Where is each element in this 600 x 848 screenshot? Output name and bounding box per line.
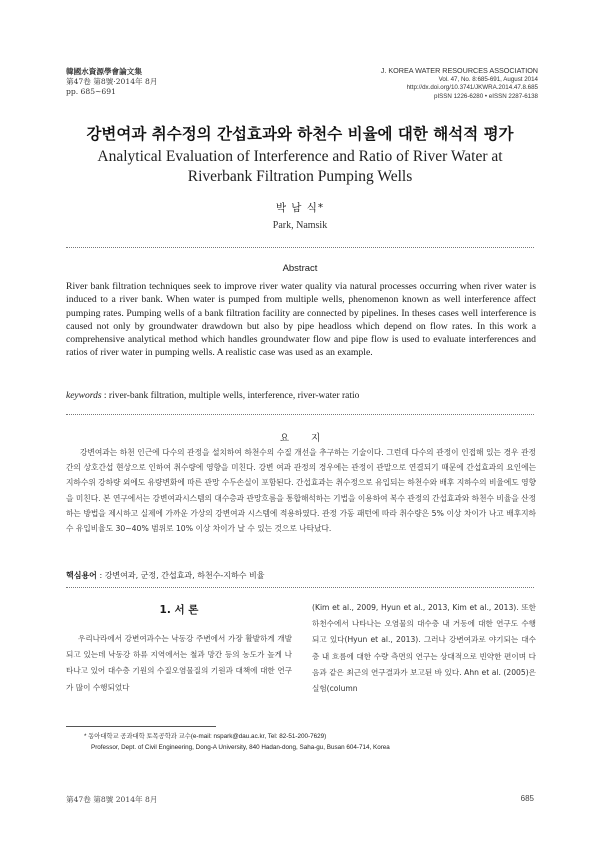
page-range: pp. 685~691	[66, 87, 116, 96]
title-korean: 강변여과 취수정의 간섭효과와 하천수 비율에 대한 해석적 평가	[86, 125, 514, 143]
korean-keywords-text: : 강변여과, 군정, 간섭효과, 하천수-지하수 비율	[96, 571, 265, 580]
footnote-rule	[66, 726, 216, 727]
section-title-introduction: 1. 서 론	[159, 604, 199, 616]
journal-name-ko: 韓國水資源學會論文集	[66, 67, 142, 76]
volume-en: Vol. 47, No. 8:685-691, August 2014	[438, 75, 538, 83]
korean-abstract-body: 강변여과는 하천 인근에 다수의 관정을 설치하여 하천수의 수질 개선을 추구하는 기술이다. 그런데 다수의 관정이 인접해 있는 경우 관정간의 상호간섭 현상으로 인하여 취수량에 영향을 미친다. 강변 여과 관정의 경우에는 관정이 관말으로 연결되기 때문에 간섭효과의 요인에는 지하수위 강하량 외에도 유량변화에 따른 관망 수두손실이 포함된다. 간섭효과는 취수정으로 유입되는 하천수와 배후 지하수의 비율에도 영향을 미친다. 본 연구에서는 강변여과시스템의 대수층과 관망흐름을 통합해석하는 기법을 이용하여 복수 관정의 간섭효과와 하천수 비율을 산정하는 방법을 제시하고 실제에 가까운 가상의 강변여과 시스템에 적용하였다. 관정 가동 패턴에 따라 취수량은 5% 이상 차이가 나고 배후지하수 유입비율도 30~40% 범위로 10% 이상 차이가 날 수 있는 것으로 나타났다.	[66, 448, 536, 534]
journal-header-english	[381, 67, 538, 101]
divider-top	[66, 247, 534, 248]
footer-volume: 第47卷 第8號 2014年 8月	[66, 795, 158, 804]
journal-name-en: J. KOREA WATER RESOURCES ASSOCIATION	[380, 66, 538, 75]
intro-right-column: (Kim et al., 2009, Hyun et al., 2013, Kim et al., 2013). 또한 하천수에서 나타나는 오염물의 대수층 내 거동에 대한 연구도 수행되고 있다(Hyun et al., 2013). 그러나 강변여과로 야기되는 대수층 내 흐름에 대한 수량 측면의 연구는 상대적으로 빈약한 편이며 다음과 같은 최근의 연구결과가 보고된 바 있다. Ahn et al. (2005)은 실험(column	[312, 603, 536, 694]
title-english	[0, 147, 600, 187]
journal-header-korean	[66, 67, 157, 97]
abstract-body: River bank filtration techniques seek to improve river water quality via natural processes occurring when river water is induced to a river bank. When water is pumped from multiple wells, phenomenon known as well interference affect pumping rates. Pumping wells of a bank filtration facility are connected by pipelines. In theses cases well interference is caused not only by groundwater drawdown but also by pipe headloss which depend on flow rates. In this work a comprehensive analytical method which handles groundwater flow and pipe flow is used to evaluate interferences and ratios of river water in pumping wells. A realistic case was used as an example.	[66, 281, 536, 359]
volume-ko: 第47卷 第8號·2014年 8月	[66, 77, 158, 86]
footnote-english: Professor, Dept. of Civil Engineering, Dong-A University, 840 Hadan-dong, Saha-gu, Busan 604-714, Korea	[91, 744, 390, 751]
divider-middle	[66, 414, 534, 415]
title-english-line2: Riverbank Filtration Pumping Wells	[187, 168, 413, 185]
author-english: Park, Namsik	[272, 220, 328, 231]
divider-bottom	[66, 587, 534, 588]
abstract-heading: Abstract	[282, 263, 318, 274]
doi-link[interactable]: http://dx.doi.org/10.3741/JKWRA.2014.47.8.685	[406, 84, 538, 92]
korean-keywords-line	[66, 570, 265, 581]
page-number: 685	[520, 794, 534, 803]
intro-left-column: 우리나라에서 강변여과수는 낙동강 주변에서 가장 활발하게 개발되고 있는데 낙동강 하류 지역에서는 철과 망간 등의 농도가 높게 나타나고 있어 대수층 기원의 수질오염물질의 기원과 대책에 대한 연구가 많이 수행되었다	[66, 634, 292, 692]
korean-abstract-heading: 요지	[279, 433, 343, 444]
keywords-text: : river-bank filtration, multiple wells, interference, river-water ratio	[101, 391, 360, 401]
author-footnote	[84, 731, 390, 753]
keywords-line	[66, 391, 359, 401]
title-english-line1: Analytical Evaluation of Interference and Ratio of River Water at	[97, 148, 503, 165]
keywords-label: keywords	[66, 391, 102, 401]
author-korean: 박 남 식*	[275, 202, 325, 214]
issn: pISSN 1226-6280 • eISSN 2287-6138	[434, 92, 538, 100]
footnote-korean: * 동아대학교 공과대학 토목공학과 교수(e-mail: nspark@dau.ac.kr, Tel: 82-51-200-7629)	[84, 733, 327, 740]
korean-keywords-label: 핵심용어	[66, 571, 97, 580]
